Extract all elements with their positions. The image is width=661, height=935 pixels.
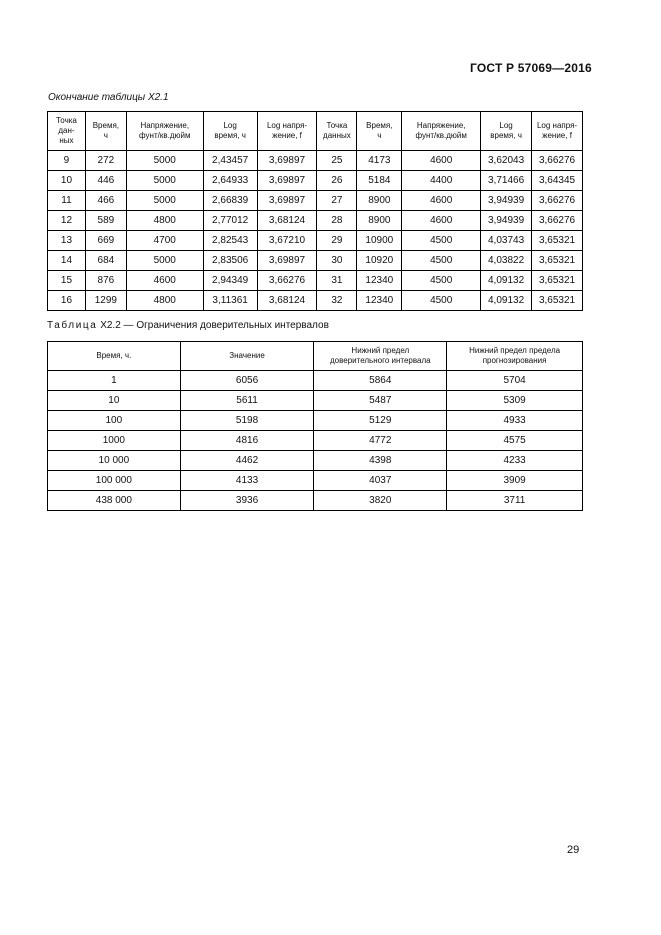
table1-cell: 4,03743 — [481, 231, 532, 251]
table1-header-line: Время, — [366, 121, 393, 130]
table2-header-line: Значение — [229, 351, 265, 360]
table1-cell: 5000 — [126, 191, 203, 211]
table1-cell: 589 — [85, 211, 126, 231]
table1-header-5 — [317, 112, 357, 151]
table1-cell: 669 — [85, 231, 126, 251]
table1-cell: 4600 — [402, 211, 481, 231]
table1-cell: 4600 — [402, 151, 481, 171]
table1-header-row — [48, 112, 583, 151]
table1-cell: 10900 — [357, 231, 402, 251]
table-row — [48, 231, 583, 251]
table1-cell: 12 — [48, 211, 86, 231]
table1-header-2 — [126, 112, 203, 151]
table1-cell: 3,71466 — [481, 171, 532, 191]
table1-header-7 — [402, 112, 481, 151]
table1-cell: 30 — [317, 251, 357, 271]
table1-cell: 13 — [48, 231, 86, 251]
table1-header-line: данных — [323, 131, 351, 140]
table-x2-1 — [47, 111, 583, 311]
table1-cell: 3,68124 — [257, 291, 317, 311]
table1-cell: 25 — [317, 151, 357, 171]
table1-header-line: жение, f — [272, 131, 302, 140]
table2-cell: 5198 — [180, 411, 314, 431]
table2-cell: 4233 — [447, 451, 583, 471]
table1-cell: 29 — [317, 231, 357, 251]
table1-cell: 2,94349 — [203, 271, 257, 291]
table1-cell: 3,65321 — [532, 271, 583, 291]
table1-header-line: ных — [59, 136, 74, 145]
table1-cell: 446 — [85, 171, 126, 191]
table1-cell: 3,69897 — [257, 151, 317, 171]
table-row — [48, 491, 583, 511]
table1-cell: 3,65321 — [532, 291, 583, 311]
table1-header-line: Log напря- — [536, 121, 578, 130]
table2-header-3 — [447, 342, 583, 371]
table1-cell: 8900 — [357, 191, 402, 211]
table1-cell: 4600 — [126, 271, 203, 291]
table1-cell: 2,77012 — [203, 211, 257, 231]
table2-cell: 5487 — [314, 391, 447, 411]
table1-header-line: фунт/кв.дюйм — [415, 131, 467, 140]
table1-cell: 4500 — [402, 291, 481, 311]
table1-header-line: Log напря- — [266, 121, 308, 130]
table2-cell: 4933 — [447, 411, 583, 431]
table1-header-line: жение, f — [542, 131, 572, 140]
table1-cell: 3,11361 — [203, 291, 257, 311]
table1-cell: 32 — [317, 291, 357, 311]
table1-cell: 4173 — [357, 151, 402, 171]
table2-cell: 100 — [48, 411, 181, 431]
table1-caption: Окончание таблицы X2.1 — [48, 92, 169, 103]
table1-cell: 4,09132 — [481, 271, 532, 291]
table1-cell: 9 — [48, 151, 86, 171]
table1-header-line: Log — [223, 121, 237, 130]
table2-header-1 — [180, 342, 314, 371]
table2-cell: 3711 — [447, 491, 583, 511]
table1-cell: 3,94939 — [481, 211, 532, 231]
table1-cell: 28 — [317, 211, 357, 231]
table-row — [48, 251, 583, 271]
table1-cell: 272 — [85, 151, 126, 171]
table1-header-4 — [257, 112, 317, 151]
document-code: ГОСТ Р 57069—2016 — [470, 61, 592, 75]
table2-caption-text: X2.2 — Ограничения доверительных интервалов — [97, 320, 329, 331]
table2-cell: 5611 — [180, 391, 314, 411]
table1-cell: 2,43457 — [203, 151, 257, 171]
table2-cell: 5309 — [447, 391, 583, 411]
table1-cell: 5184 — [357, 171, 402, 191]
table1-cell: 2,83506 — [203, 251, 257, 271]
table1-header-3 — [203, 112, 257, 151]
table1-header-8 — [481, 112, 532, 151]
table2-header-0 — [48, 342, 181, 371]
table1-header-line: Log — [499, 121, 513, 130]
table-row — [48, 211, 583, 231]
table2-cell: 6056 — [180, 371, 314, 391]
table1-cell: 5000 — [126, 171, 203, 191]
table2-cell: 438 000 — [48, 491, 181, 511]
table2-header-line: доверительного интервала — [329, 356, 431, 365]
table1-cell: 3,94939 — [481, 191, 532, 211]
table1-cell: 2,82543 — [203, 231, 257, 251]
table1-cell: 4800 — [126, 291, 203, 311]
table2-header-2 — [314, 342, 447, 371]
table1-header-1 — [85, 112, 126, 151]
table1-cell: 31 — [317, 271, 357, 291]
table1-cell: 4500 — [402, 271, 481, 291]
table1-cell: 3,69897 — [257, 191, 317, 211]
table1-cell: 3,69897 — [257, 171, 317, 191]
table-row — [48, 191, 583, 211]
table-row — [48, 171, 583, 191]
table2-header-line: Нижний предел предела — [469, 346, 561, 355]
table1-cell: 3,66276 — [532, 211, 583, 231]
table1-header-line: ч — [377, 131, 382, 140]
table1-cell: 3,69897 — [257, 251, 317, 271]
table1-header-0 — [48, 112, 86, 151]
table1-cell: 4500 — [402, 231, 481, 251]
table-row — [48, 151, 583, 171]
table1-cell: 3,62043 — [481, 151, 532, 171]
table1-header-line: Точка — [326, 121, 348, 130]
table2-cell: 5704 — [447, 371, 583, 391]
table2-cell: 100 000 — [48, 471, 181, 491]
table1-cell: 5000 — [126, 151, 203, 171]
table-row — [48, 271, 583, 291]
table1-cell: 10 — [48, 171, 86, 191]
table1-cell: 4700 — [126, 231, 203, 251]
table1-cell: 2,64933 — [203, 171, 257, 191]
table1-cell: 27 — [317, 191, 357, 211]
table1-cell: 3,65321 — [532, 231, 583, 251]
table1-cell: 3,66276 — [532, 151, 583, 171]
table1-header-line: ч — [103, 131, 108, 140]
table1-cell: 876 — [85, 271, 126, 291]
table1-cell: 4400 — [402, 171, 481, 191]
table1-cell: 4600 — [402, 191, 481, 211]
table1-cell: 10920 — [357, 251, 402, 271]
table2-cell: 1000 — [48, 431, 181, 451]
table2-cell: 5864 — [314, 371, 447, 391]
table2-cell: 1 — [48, 371, 181, 391]
table2-cell: 4462 — [180, 451, 314, 471]
table2-cell: 3936 — [180, 491, 314, 511]
table-row — [48, 371, 583, 391]
table1-header-line: Точка — [56, 116, 77, 125]
table-x2-2 — [47, 341, 583, 511]
table1-header-line: фунт/кв.дюйм — [139, 131, 191, 140]
table1-cell: 3,64345 — [532, 171, 583, 191]
table2-cell: 10 000 — [48, 451, 181, 471]
table2-cell: 5129 — [314, 411, 447, 431]
table1-cell: 8900 — [357, 211, 402, 231]
table2-header-row — [48, 342, 583, 371]
table-row — [48, 391, 583, 411]
table1-cell: 4500 — [402, 251, 481, 271]
table1-cell: 4800 — [126, 211, 203, 231]
table2-cell: 4816 — [180, 431, 314, 451]
table1-cell: 2,66839 — [203, 191, 257, 211]
table1-header-line: время, ч — [490, 131, 522, 140]
table1-cell: 15 — [48, 271, 86, 291]
table2-cell: 10 — [48, 391, 181, 411]
table2-caption — [47, 320, 329, 331]
table-row — [48, 431, 583, 451]
table1-cell: 4,03822 — [481, 251, 532, 271]
table1-cell: 4,09132 — [481, 291, 532, 311]
table2-cell: 4772 — [314, 431, 447, 451]
table1-cell: 1299 — [85, 291, 126, 311]
table1-cell: 466 — [85, 191, 126, 211]
table1-header-6 — [357, 112, 402, 151]
table1-cell: 3,68124 — [257, 211, 317, 231]
table1-header-line: Время, — [92, 121, 120, 130]
table2-header-line: Нижний предел — [351, 346, 410, 355]
table1-header-line: дан- — [58, 126, 75, 135]
table2-header-line: Время, ч. — [96, 351, 132, 360]
table1-cell: 11 — [48, 191, 86, 211]
table-row — [48, 451, 583, 471]
table1-header-line: Напряжение, — [140, 121, 190, 130]
table2-header-line: прогнозирования — [482, 356, 547, 365]
table1-cell: 14 — [48, 251, 86, 271]
table2-cell: 4037 — [314, 471, 447, 491]
table2-cell: 3820 — [314, 491, 447, 511]
table2-caption-prefix: Таблица — [47, 320, 98, 331]
table1-cell: 12340 — [357, 291, 402, 311]
table1-cell: 3,66276 — [257, 271, 317, 291]
table1-cell: 684 — [85, 251, 126, 271]
table2-cell: 4575 — [447, 431, 583, 451]
table1-cell: 3,66276 — [532, 191, 583, 211]
table1-cell: 12340 — [357, 271, 402, 291]
table1-cell: 3,65321 — [532, 251, 583, 271]
table1-header-line: время, ч — [214, 131, 246, 140]
table-row — [48, 291, 583, 311]
table1-cell: 16 — [48, 291, 86, 311]
table2-cell: 3909 — [447, 471, 583, 491]
table1-header-9 — [532, 112, 583, 151]
table-row — [48, 411, 583, 431]
table1-header-line: Напряжение, — [416, 121, 466, 130]
table1-cell: 3,67210 — [257, 231, 317, 251]
table1-cell: 5000 — [126, 251, 203, 271]
table1-cell: 26 — [317, 171, 357, 191]
table2-cell: 4133 — [180, 471, 314, 491]
page-number: 29 — [567, 844, 580, 856]
table2-cell: 4398 — [314, 451, 447, 471]
table-row — [48, 471, 583, 491]
